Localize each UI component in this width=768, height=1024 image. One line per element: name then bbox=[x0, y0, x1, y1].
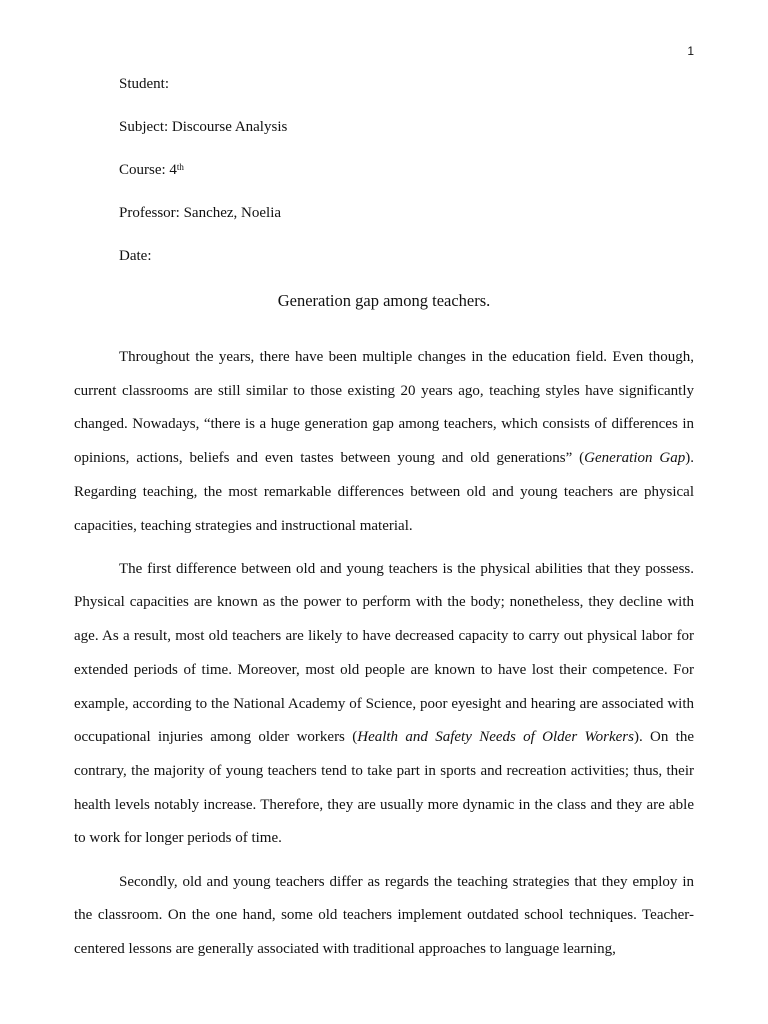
course-text: Course: 4 bbox=[119, 162, 177, 178]
paragraph-1-text-a: Throughout the years, there have been multiple changes in the education field. Even though, current classrooms are still similar to those existing 20 years ago, teaching styles have significantly changed. Nowadays, “there is a huge generation gap among teachers, which consists of differences in opinions, actions, beliefs and even tastes between young and old generations” ( bbox=[74, 349, 694, 467]
citation-generation-gap: Generation Gap bbox=[584, 450, 686, 467]
essay-body bbox=[74, 341, 694, 976]
paragraph-3 bbox=[74, 866, 694, 967]
document-header bbox=[119, 75, 287, 290]
paragraph-1-text-b: ). Regarding teaching, the most remarkable differences between old and young teachers are physical capacities, teaching strategies and instructional material. bbox=[74, 450, 694, 534]
course-line bbox=[119, 161, 287, 204]
paragraph-3-text-a: Secondly, old and young teachers differ as regards the teaching strategies that they employ in the classroom. On the one hand, some old teachers implement outdated school techniques. Teacher-centered lessons are generally associated with traditional approaches to language learning, bbox=[74, 873, 694, 957]
date-line: Date: bbox=[119, 248, 152, 264]
paragraph-1 bbox=[74, 341, 694, 543]
course-superscript: th bbox=[176, 162, 184, 172]
page-number: 1 bbox=[687, 44, 694, 58]
paragraph-2 bbox=[74, 553, 694, 856]
professor-line: Professor: Sanchez, Noelia bbox=[119, 205, 282, 221]
subject-line: Subject: Discourse Analysis bbox=[119, 119, 288, 135]
paragraph-2-text-a: The first difference between old and young teachers is the physical abilities that they possess. Physical capacities are known as the power to perform with the body; nonetheless, they decline with age. As a result, most old teachers are likely to have decreased capacity to carry out physical labor for extended periods of time. Moreover, most old people are known to have lost their competence. For example, according to the National Academy of Science, poor eyesight and hearing are associated with occupational injuries among older workers ( bbox=[74, 560, 694, 746]
essay-title: Generation gap among teachers. bbox=[277, 291, 491, 310]
citation-health-safety: Health and Safety Needs of Older Workers bbox=[357, 729, 634, 746]
paragraph-2-text-b: ). On the contrary, the majority of young teachers tend to take part in sports and recreation activities; thus, their health levels notably increase. Therefore, they are usually more dynamic in the class and they are able to work for longer periods of time. bbox=[74, 729, 695, 847]
student-line: Student: bbox=[119, 76, 170, 92]
